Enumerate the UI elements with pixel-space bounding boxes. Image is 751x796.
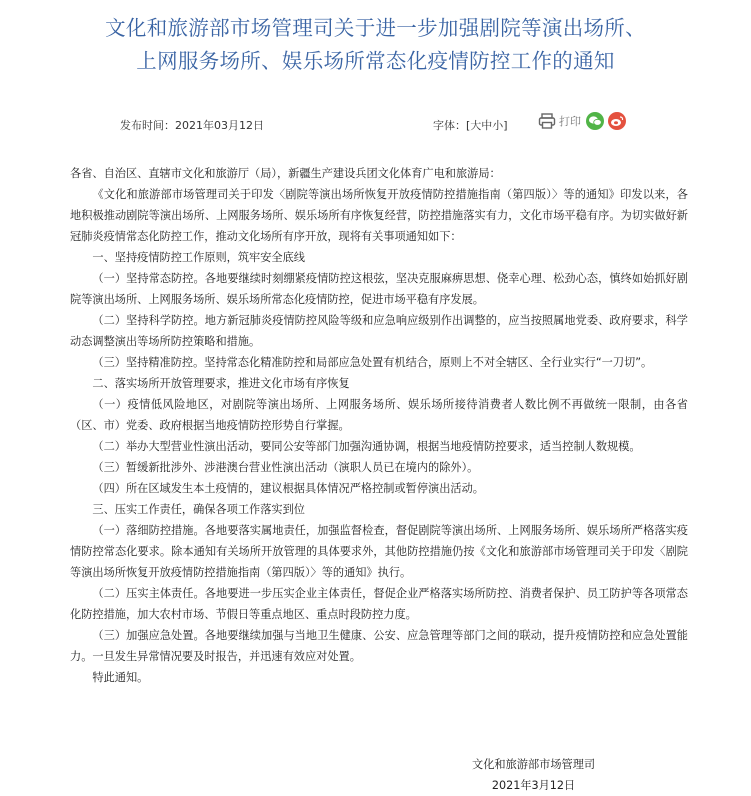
paragraph: （二）举办大型营业性演出活动，要同公安等部门加强沟通协调，根据当地疫情防控要求，适当控制人数规模。 <box>92 440 641 453</box>
page-title <box>0 12 751 78</box>
wechat-icon <box>588 115 602 127</box>
paragraph: （三）暂缓新批涉外、涉港澳台营业性演出活动（演职人员已在境内的除外）。 <box>92 461 479 474</box>
weibo-share-button[interactable] <box>608 112 626 130</box>
paragraph: （一）坚持常态防控。各地要继续时刻绷紧疫情防控这根弦，坚决克服麻痹思想、侥幸心理、松劲心态，慎终如始抓好剧院等演出场所、上网服务场所、娱乐场所常态化疫情防控，促进市场平稳有序发展。 <box>70 272 688 306</box>
publish-time: 发布时间：2021年03月12日 <box>120 119 264 132</box>
paragraph: （四）所在区域发生本土疫情的，建议根据具体情况严格控制或暂停演出活动。 <box>92 482 484 495</box>
signature-org: 文化和旅游部市场管理司 <box>472 758 596 771</box>
closing-line: 特此通知。 <box>92 671 149 684</box>
font-size-selector[interactable]: 字体：[大中小] <box>433 119 508 132</box>
paragraph: （三）加强应急处置。各地要继续加强与当地卫生健康、公安、应急管理等部门之间的联动，提升疫情防控和应急处置能力。一旦发生异常情况要及时报告，并迅速有效应对处置。 <box>70 629 688 663</box>
print-label: 打印 <box>559 115 581 128</box>
signature-block <box>472 754 595 796</box>
section-heading: 一、坚持疫情防控工作原则，筑牢安全底线 <box>92 251 305 264</box>
section-heading: 三、压实工作责任，确保各项工作落实到位 <box>92 503 305 516</box>
article-body <box>70 163 688 688</box>
printer-icon <box>538 113 556 129</box>
salutation: 各省、自治区、直辖市文化和旅游厅（局），新疆生产建设兵团文化体育广电和旅游局： <box>70 167 501 180</box>
title-line-2: 上网服务场所、娱乐场所常态化疫情防控工作的通知 <box>136 49 615 73</box>
wechat-share-button[interactable] <box>586 112 604 130</box>
article-meta-bar <box>0 112 751 136</box>
section-heading: 二、落实场所开放管理要求，推进文化市场有序恢复 <box>92 377 350 390</box>
print-button[interactable] <box>538 113 581 129</box>
paragraph: （一）落细防控措施。各地要落实属地责任，加强监督检查，督促剧院等演出场所、上网服务场所、娱乐场所严格落实疫情防控常态化要求。除本通知有关场所开放管理的具体要求外，其他防控措施仍按《文化和旅游部市场管理司关于印发〈剧院等演出场所恢复开放疫情防控措施指南（第四版）〉等的通知》执行。 <box>70 524 688 579</box>
paragraph: （二）坚持科学防控。地方新冠肺炎疫情防控风险等级和应急响应级别作出调整的，应当按照属地党委、政府要求，科学动态调整演出等场所防控策略和措施。 <box>70 314 688 348</box>
weibo-icon <box>610 115 624 127</box>
paragraph: 《文化和旅游部市场管理司关于印发〈剧院等演出场所恢复开放疫情防控措施指南（第四版）〉等的通知》印发以来，各地积极推动剧院等演出场所、上网服务场所、娱乐场所有序恢复经营，防控措施落实有力，文化市场平稳有序。为切实做好新冠肺炎疫情常态化防控工作，推动文化场所有序开放，现将有关事项通知如下： <box>70 188 688 243</box>
paragraph: （一）疫情低风险地区，对剧院等演出场所、上网服务场所、娱乐场所接待消费者人数比例不再做统一限制，由各省（区、市）党委、政府根据当地疫情防控形势自行掌握。 <box>70 398 688 432</box>
signature-date: 2021年3月12日 <box>491 779 576 792</box>
title-line-1: 文化和旅游部市场管理司关于进一步加强剧院等演出场所、 <box>105 16 646 40</box>
paragraph: （三）坚持精准防控。坚持常态化精准防控和局部应急处置有机结合，原则上不对全辖区、全行业实行“一刀切”。 <box>92 356 653 369</box>
paragraph: （二）压实主体责任。各地要进一步压实企业主体责任，督促企业严格落实场所防控、消费者保护、员工防护等各项常态化防控措施，加大农村市场、节假日等重点地区、重点时段防控力度。 <box>70 587 688 621</box>
